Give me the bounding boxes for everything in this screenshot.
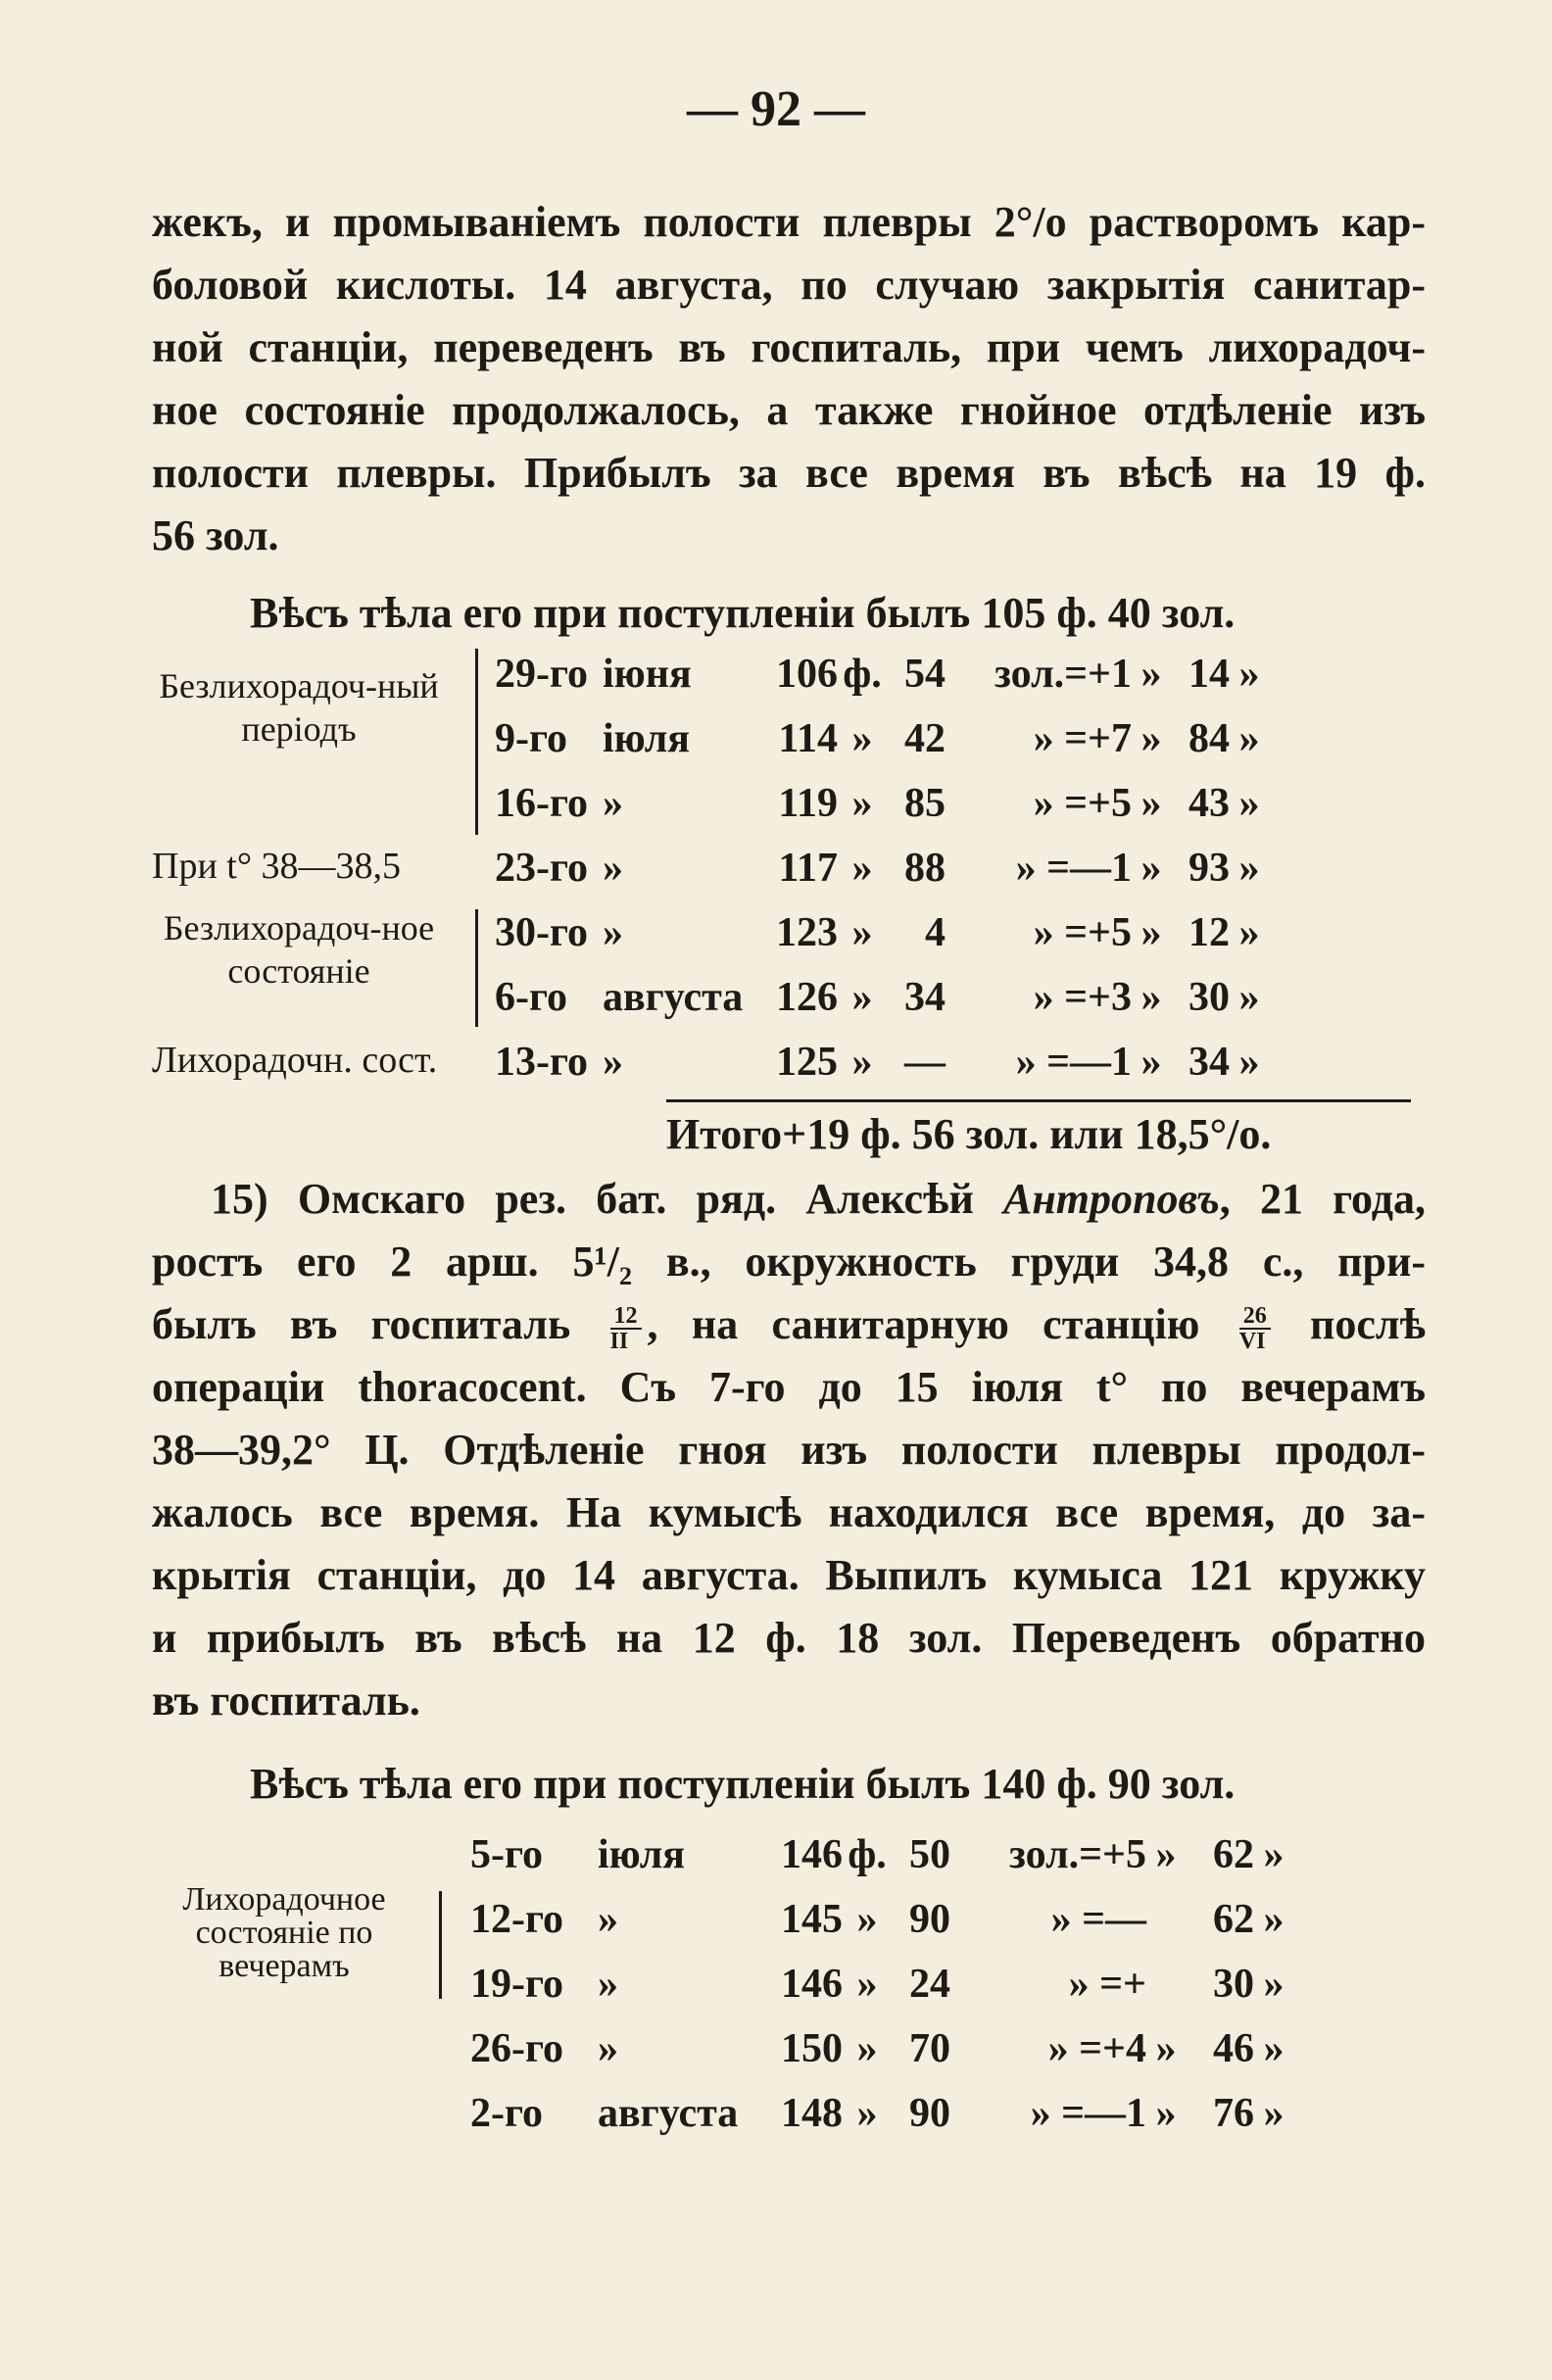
table-row xyxy=(495,900,1269,965)
table-cell: » xyxy=(1238,781,1260,826)
table-cell: » xyxy=(851,846,873,891)
table-cell xyxy=(1146,1887,1186,1952)
text-line: жалось все время. На кумысѣ находился все время, до за- xyxy=(152,1488,1426,1536)
table-cell: » xyxy=(1238,975,1260,1020)
table-cell: » xyxy=(1263,2026,1285,2071)
table-cell: » xyxy=(603,781,623,826)
text-line: и прибылъ въ вѣсѣ на 12 ф. 18 зол. Переведенъ обратно xyxy=(152,1614,1426,1662)
table-row xyxy=(470,1822,1293,1887)
table-cell: 123 xyxy=(776,910,838,955)
label-febrile-evenings: Лихорадочное состояніе по вечерамъ xyxy=(182,1881,386,1984)
table-cell: » =+5 xyxy=(1033,781,1132,826)
table-cell: 90 xyxy=(909,1897,950,1942)
table-cell: зол.=+5 xyxy=(1008,1832,1146,1877)
table-cell: » xyxy=(603,910,623,955)
patient-name: Антроповъ xyxy=(1003,1175,1220,1223)
table-cell: » xyxy=(851,1040,873,1085)
table-cell: » =+3 xyxy=(1033,975,1132,1020)
table-cell: » xyxy=(1140,716,1162,761)
table-cell: » =—1 xyxy=(1015,846,1132,891)
sum-rule xyxy=(666,1099,1411,1102)
text-run: VI xyxy=(1238,1328,1266,1354)
table-cell: 29-го xyxy=(495,652,589,697)
table-cell: 2-го xyxy=(470,2091,544,2136)
table-cell: » xyxy=(1140,846,1162,891)
table-cell: » xyxy=(1155,1832,1177,1877)
table-cell: » xyxy=(1263,1897,1285,1942)
table-cell: іюня xyxy=(603,652,692,697)
table-cell: 84 xyxy=(1188,716,1230,761)
table-cell: 34 xyxy=(904,975,946,1020)
table-cell: 106 xyxy=(776,652,838,697)
table-cell: 62 xyxy=(1213,1832,1254,1877)
table-cell: 5-го xyxy=(470,1832,544,1877)
text-line: полости плевры. Прибылъ за все время въ вѣсѣ на 19 ф. xyxy=(152,449,1426,497)
table-cell: » =—1 xyxy=(1030,2091,1146,2136)
table-row xyxy=(495,965,1269,1030)
total-line: Итого+19 ф. 56 зол. или 18,5°/о. xyxy=(666,1110,1272,1158)
table-cell: » xyxy=(1140,1040,1162,1085)
brace-line xyxy=(475,649,478,835)
table-cell: » xyxy=(1140,910,1162,955)
text-line xyxy=(152,1168,1426,1231)
table-cell: іюля xyxy=(603,716,691,761)
table-cell: » xyxy=(856,2091,878,2136)
label-afebrile-state: Безлихорадоч-ное состояніе xyxy=(163,908,435,991)
table-cell: » xyxy=(1238,846,1260,891)
table-cell xyxy=(1146,1952,1186,2016)
table-cell: » =—1 xyxy=(1015,1040,1132,1085)
table-cell: » =— xyxy=(1050,1897,1146,1942)
label-febrile-state: Лихорадочн. сост. xyxy=(152,1040,438,1081)
table-cell: » xyxy=(603,846,623,891)
table-row xyxy=(470,2016,1293,2081)
table-cell: 125 xyxy=(776,1040,838,1085)
text-run: 12 xyxy=(610,1304,642,1330)
weight-table-1 xyxy=(495,642,1269,1094)
table-cell: » xyxy=(1140,652,1162,697)
table-cell: » =+7 xyxy=(1033,716,1132,761)
table-row xyxy=(495,836,1269,900)
table-cell: 90 xyxy=(909,2091,950,2136)
table-cell: » =+ xyxy=(1068,1962,1146,2007)
table-cell: 34 xyxy=(1188,1040,1230,1085)
weight-table-2 xyxy=(470,1822,1293,2146)
table-cell: » xyxy=(1238,652,1260,697)
table-cell: » xyxy=(1155,2026,1177,2071)
table-cell: 146 xyxy=(781,1962,843,2007)
label-afebrile-period: Безлихорадоч-ный періодъ xyxy=(159,666,439,749)
table-cell: 46 xyxy=(1213,2026,1254,2071)
paragraph-case-15 xyxy=(152,1168,1426,1732)
text-line: боловой кислоты. 14 августа, по случаю закрытія санитар- xyxy=(152,261,1426,309)
table-cell: 54 xyxy=(904,652,946,697)
table-cell: 76 xyxy=(1213,2091,1254,2136)
table-cell: » xyxy=(1263,1832,1285,1877)
table-cell: » xyxy=(851,910,873,955)
table-cell: 150 xyxy=(781,2026,843,2071)
table-cell: » xyxy=(603,1040,623,1085)
table-cell: 19-го xyxy=(470,1962,564,2007)
table-row xyxy=(470,2081,1293,2146)
table-cell: » xyxy=(1140,975,1162,1020)
table-cell: » xyxy=(856,1897,878,1942)
table-cell: » xyxy=(851,716,873,761)
text-run: , 21 года, xyxy=(1219,1175,1427,1223)
date-fraction xyxy=(610,1304,642,1353)
table-cell: — xyxy=(904,1040,946,1085)
table-cell: 62 xyxy=(1213,1897,1254,1942)
text-line: ростъ его 2 арш. 5¹/₂ в., окружность груди 34,8 с., при- xyxy=(152,1238,1426,1286)
text-run: послѣ xyxy=(1310,1300,1427,1348)
table-cell: 23-го xyxy=(495,846,589,891)
table-cell: 26-го xyxy=(470,2026,564,2071)
table-cell: » xyxy=(1155,2091,1177,2136)
table-cell: » =+4 xyxy=(1047,2026,1146,2071)
table-cell: 85 xyxy=(904,781,946,826)
table-cell: » =+5 xyxy=(1033,910,1132,955)
brace-line xyxy=(439,1891,442,1999)
table-cell: 12 xyxy=(1188,910,1230,955)
table-cell: 43 xyxy=(1188,781,1230,826)
table-cell: » xyxy=(1263,2091,1285,2136)
table-cell: 146 xyxy=(781,1832,843,1877)
table-cell: » xyxy=(856,2026,878,2071)
text-line: въ госпиталь. xyxy=(152,1676,420,1724)
table-cell: » xyxy=(856,1962,878,2007)
table-cell: 16-го xyxy=(495,781,589,826)
table-cell: зол.=+1 xyxy=(994,652,1132,697)
brace-line xyxy=(475,909,478,1027)
table-row xyxy=(470,1952,1293,2016)
table-cell: » xyxy=(598,2026,618,2071)
text-line: 38—39,2° Ц. Отдѣленіе гноя изъ полости плевры продол- xyxy=(152,1426,1426,1474)
paragraph-case-14-end xyxy=(152,191,1426,567)
table-cell: 12-го xyxy=(470,1897,564,1942)
table-cell: іюля xyxy=(598,1832,686,1877)
table-cell: 145 xyxy=(781,1897,843,1942)
table-cell: » xyxy=(1238,910,1260,955)
table-cell: » xyxy=(598,1897,618,1942)
table-cell: » xyxy=(1238,716,1260,761)
table-cell: 148 xyxy=(781,2091,843,2136)
text-run: II xyxy=(609,1328,629,1354)
table-cell: » xyxy=(1238,1040,1260,1085)
text-line: крытія станціи, до 14 августа. Выпилъ кумыса 121 кружку xyxy=(152,1551,1426,1599)
weight-intro-1: Вѣсъ тѣла его при поступленіи былъ 105 ф. 40 зол. xyxy=(250,589,1236,637)
table-cell: 14 xyxy=(1188,652,1230,697)
table-cell: » xyxy=(598,1962,618,2007)
table-cell: 88 xyxy=(904,846,946,891)
table-cell: 6-го xyxy=(495,975,568,1020)
table-cell: 30 xyxy=(1188,975,1230,1020)
text-run: 26 xyxy=(1239,1304,1271,1330)
date-fraction xyxy=(1239,1304,1271,1353)
table-cell: » xyxy=(851,975,873,1020)
table-cell: 30-го xyxy=(495,910,589,955)
text-run: 15) Омскаго рез. бат. ряд. Алексѣй xyxy=(211,1175,1004,1223)
table-cell: » xyxy=(1140,781,1162,826)
table-row xyxy=(495,1030,1269,1094)
table-row xyxy=(495,706,1269,771)
text-line xyxy=(152,1293,1426,1356)
table-cell: 70 xyxy=(909,2026,950,2071)
table-cell: 9-го xyxy=(495,716,568,761)
table-cell: 117 xyxy=(778,846,838,891)
table-cell: 24 xyxy=(909,1962,950,2007)
table-cell: » xyxy=(1263,1962,1285,2007)
page-number: — 92 — xyxy=(687,81,865,137)
table-cell: 30 xyxy=(1213,1962,1254,2007)
text-line: жекъ, и промываніемъ полости плевры 2°/о растворомъ кар- xyxy=(152,198,1426,246)
text-line: 56 зол. xyxy=(152,511,279,559)
table-cell: » xyxy=(851,781,873,826)
table-row xyxy=(495,771,1269,836)
weight-intro-2: Вѣсъ тѣла его при поступленіи былъ 140 ф. 90 зол. xyxy=(250,1760,1236,1808)
text-run: былъ въ госпиталь xyxy=(152,1300,571,1348)
table-cell: августа xyxy=(603,975,744,1020)
table-cell: августа xyxy=(598,2091,739,2136)
text-run: , на санитарную станцію xyxy=(647,1300,1200,1348)
label-temperature: При t° 38—38,5 xyxy=(152,846,402,887)
table-row xyxy=(495,642,1269,706)
table-cell: 13-го xyxy=(495,1040,589,1085)
table-cell: 4 xyxy=(925,910,946,955)
text-line: ной станціи, переведенъ въ госпиталь, при чемъ лихорадоч- xyxy=(152,323,1426,371)
table-cell: 42 xyxy=(904,716,946,761)
table-row xyxy=(470,1887,1293,1952)
table-cell: 93 xyxy=(1188,846,1230,891)
table-cell: ф. xyxy=(848,1832,887,1877)
text-line: операціи thoracocent. Съ 7-го до 15 іюля t° по вечерамъ xyxy=(152,1363,1426,1411)
table-cell: 50 xyxy=(909,1832,950,1877)
table-cell: 119 xyxy=(778,781,838,826)
table-cell: 126 xyxy=(776,975,838,1020)
text-line: ное состояніе продолжалось, а также гнойное отдѣленіе изъ xyxy=(152,386,1426,434)
table-cell: 114 xyxy=(778,716,838,761)
table-cell: ф. xyxy=(843,652,882,697)
